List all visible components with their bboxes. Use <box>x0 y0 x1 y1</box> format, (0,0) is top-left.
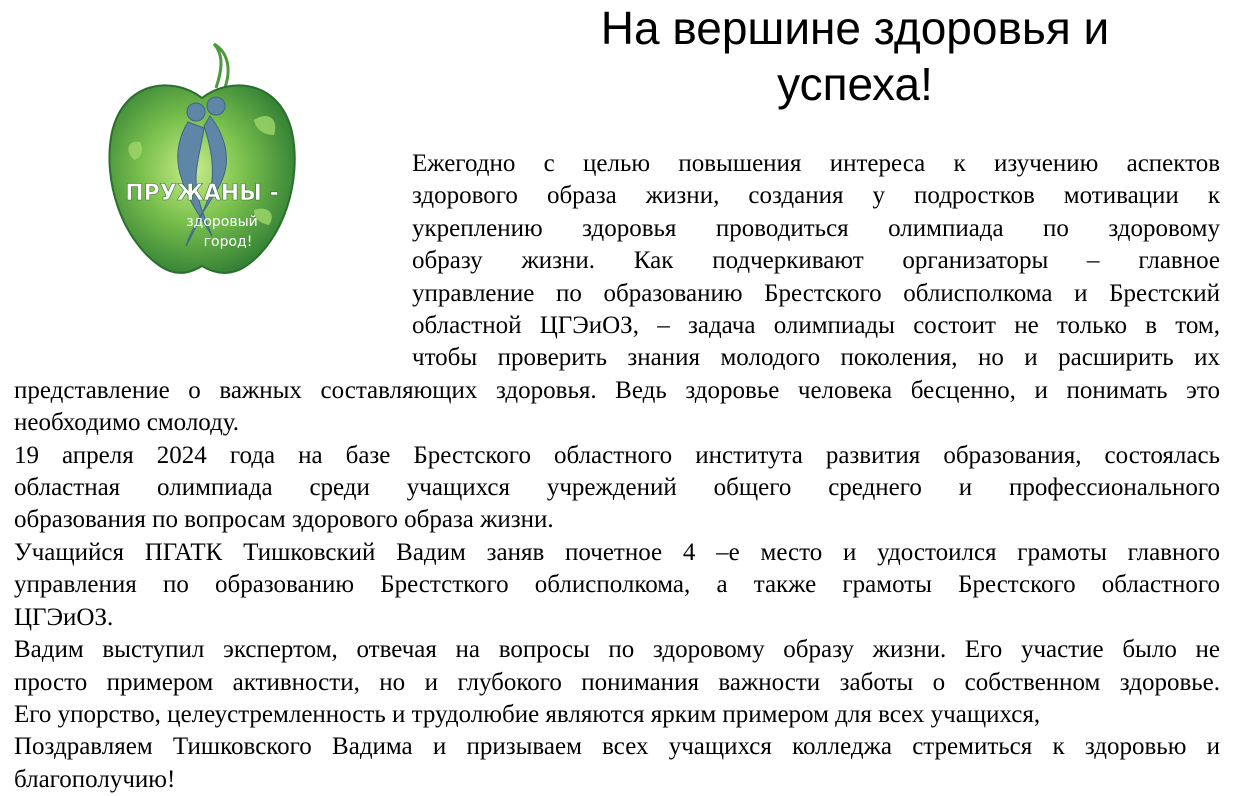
text-line: Его упорство, целеустремленность и трудолюбие являются ярким примером для всех учащихся, <box>14 700 1041 728</box>
logo-sub-text-1: здоровый <box>186 214 258 230</box>
text-line: благополучию! <box>14 765 176 793</box>
page-title <box>460 0 1250 112</box>
text-line: укреплению здоровья проводиться олимпиада по здоровому <box>412 214 1220 242</box>
text-line: необходимо смолоду. <box>14 409 240 437</box>
article-body <box>14 148 1220 796</box>
text-line: Ежегодно с целью повышения интереса к изучению аспектов <box>412 150 1220 177</box>
page-title-line-2: успеха! <box>777 58 933 110</box>
text-line: образу жизни. Как подчеркивают организаторы – главное <box>412 247 1220 275</box>
logo-sub-text-2: город! <box>203 234 253 250</box>
text-line: просто примером активности, но и глубокого понимания важности заботы о собственном здоровье. <box>14 668 1220 696</box>
paragraph-intro <box>14 148 1220 375</box>
text-line: управление по образованию Брестского облисполкома и Брестский <box>412 279 1220 307</box>
logo-main-text: ПРУЖАНЫ - <box>125 181 279 206</box>
text-line: областной ЦГЭиОЗ, – задача олимпиады состоит не только в том, <box>412 312 1220 340</box>
paragraph-award <box>14 537 1220 634</box>
text-line: управления по образованию Брестсткого облисполкома, а также грамоты Брестского областного <box>14 571 1220 599</box>
paragraph-intro-continued <box>14 375 1220 440</box>
text-line: областная олимпиада среди учащихся учреждений общего среднего и профессионального <box>14 474 1220 502</box>
text-line: образования по вопросам здорового образа жизни. <box>14 506 554 534</box>
text-line: Вадим выступил экспертом, отвечая на вопросы по здоровому образу жизни. Его участие было не <box>14 636 1220 664</box>
text-line: представление о важных составляющих здоровья. Ведь здоровье человека бесценно, и понимать это <box>14 376 1220 404</box>
text-line: ЦГЭиОЗ. <box>14 603 114 631</box>
text-line: Поздравляем Тишковского Вадима и призываем всех учащихся колледжа стремиться к здоровью и <box>14 733 1220 761</box>
paragraph-congratulations <box>14 634 1220 796</box>
page-title-line-1: На вершине здоровья и <box>600 2 1110 54</box>
text-line: 19 апреля 2024 года на базе Брестского областного института развития образования, состоялась <box>14 441 1220 469</box>
text-line: Учащийся ПГАТК Тишковский Вадим заняв почетное 4 –е место и удостоился грамоты главного <box>14 538 1220 566</box>
text-line: чтобы проверить знания молодого поколения, но и расширить их <box>412 344 1220 372</box>
text-line: здорового образа жизни, создания у подростков мотивации к <box>412 182 1220 210</box>
paragraph-olympiad <box>14 440 1220 537</box>
